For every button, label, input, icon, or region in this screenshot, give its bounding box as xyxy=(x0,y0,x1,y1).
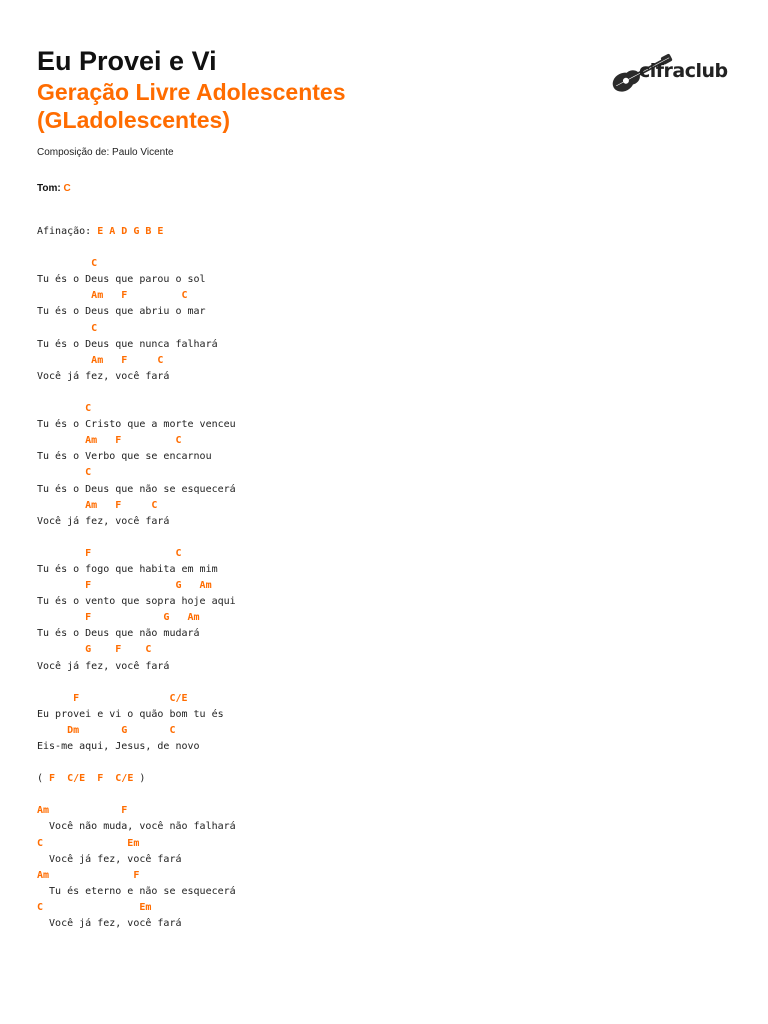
chord-line[interactable]: Am F xyxy=(37,869,140,881)
tuning-value[interactable]: E A D G B E xyxy=(97,226,164,237)
chord-line[interactable]: F G Am xyxy=(37,612,200,624)
lyric-line: Você já fez, você fará xyxy=(37,853,182,865)
artist-name[interactable]: Geração Livre Adolescentes (GLadolescentes) xyxy=(37,79,346,133)
lyric-line: Tu és o Deus que parou o sol xyxy=(37,274,206,286)
chord-sheet xyxy=(37,224,236,932)
composer-credit: Composição de: Paulo Vicente xyxy=(37,147,174,158)
tuning-line xyxy=(37,224,236,240)
intro-chords[interactable]: F C/E F C/E xyxy=(49,773,134,785)
tuning-label: Afinação: xyxy=(37,226,92,237)
lyric-line: Você já fez, você fará xyxy=(37,370,170,382)
blank-line xyxy=(37,675,236,691)
lyric-line: Você não muda, você não falhará xyxy=(37,821,236,833)
lyric-line: Eis-me aqui, Jesus, de novo xyxy=(37,741,200,752)
chord-line[interactable]: C xyxy=(37,467,92,479)
blank-line xyxy=(37,530,236,546)
blank-line xyxy=(37,240,236,256)
key-label: Tom: xyxy=(37,183,61,194)
lyric-line: Tu és o Deus que nunca falhará xyxy=(37,338,218,350)
lyric-line: Tu és o Deus que não se esquecerá xyxy=(37,483,236,495)
chord-line[interactable]: Am F C xyxy=(37,290,188,302)
chord-line[interactable]: C Em xyxy=(37,837,140,849)
chord-line[interactable]: Am F C xyxy=(37,499,158,511)
lyric-line: Você já fez, você fará xyxy=(37,515,170,527)
lyric-line: Tu és o Deus que abriu o mar xyxy=(37,306,206,318)
song-title: Eu Provei e Vi xyxy=(37,46,217,76)
chord-line[interactable]: Am F C xyxy=(37,354,164,366)
lyric-line: Você já fez, você fará xyxy=(37,660,170,672)
key-value[interactable]: C xyxy=(63,183,71,194)
chord-line[interactable]: F G Am xyxy=(37,580,212,592)
blank-line xyxy=(37,755,236,771)
lyric-line: Tu és o vento que sopra hoje aqui xyxy=(37,596,236,608)
chord-line[interactable]: C xyxy=(37,258,98,270)
chord-line[interactable]: Dm G C xyxy=(37,724,176,736)
lyric-line: Tu és eterno e não se esquecerá xyxy=(37,885,236,897)
blank-line xyxy=(37,787,236,803)
lyric-line: Tu és o Verbo que se encarnou xyxy=(37,451,212,463)
lyric-line: Tu és o fogo que habita em mim xyxy=(37,563,218,575)
chord-line[interactable]: G F C xyxy=(37,644,152,656)
paren-open: ( xyxy=(37,773,50,785)
chord-line[interactable]: Am F C xyxy=(37,435,182,447)
lyric-line: Tu és o Deus que não mudará xyxy=(37,628,200,640)
chord-line[interactable]: F C xyxy=(37,547,182,559)
chord-line[interactable]: C xyxy=(37,322,98,334)
lyric-line: Eu provei e vi o quão bom tu és xyxy=(37,708,224,720)
chord-line[interactable]: F C/E xyxy=(37,692,188,704)
intro-chords-line xyxy=(37,771,236,787)
song-key xyxy=(37,183,71,194)
cifraclub-logo[interactable] xyxy=(606,46,728,92)
lyric-line: Você já fez, você fará xyxy=(37,918,182,930)
blank-line xyxy=(37,385,236,401)
chord-line[interactable]: Am F xyxy=(37,805,128,817)
lyric-line: Tu és o Cristo que a morte venceu xyxy=(37,419,236,431)
paren-close: ) xyxy=(133,773,146,785)
chord-line[interactable]: C xyxy=(37,403,92,415)
chord-line[interactable]: C Em xyxy=(37,901,152,913)
logo-text: cifraclub xyxy=(639,60,728,82)
